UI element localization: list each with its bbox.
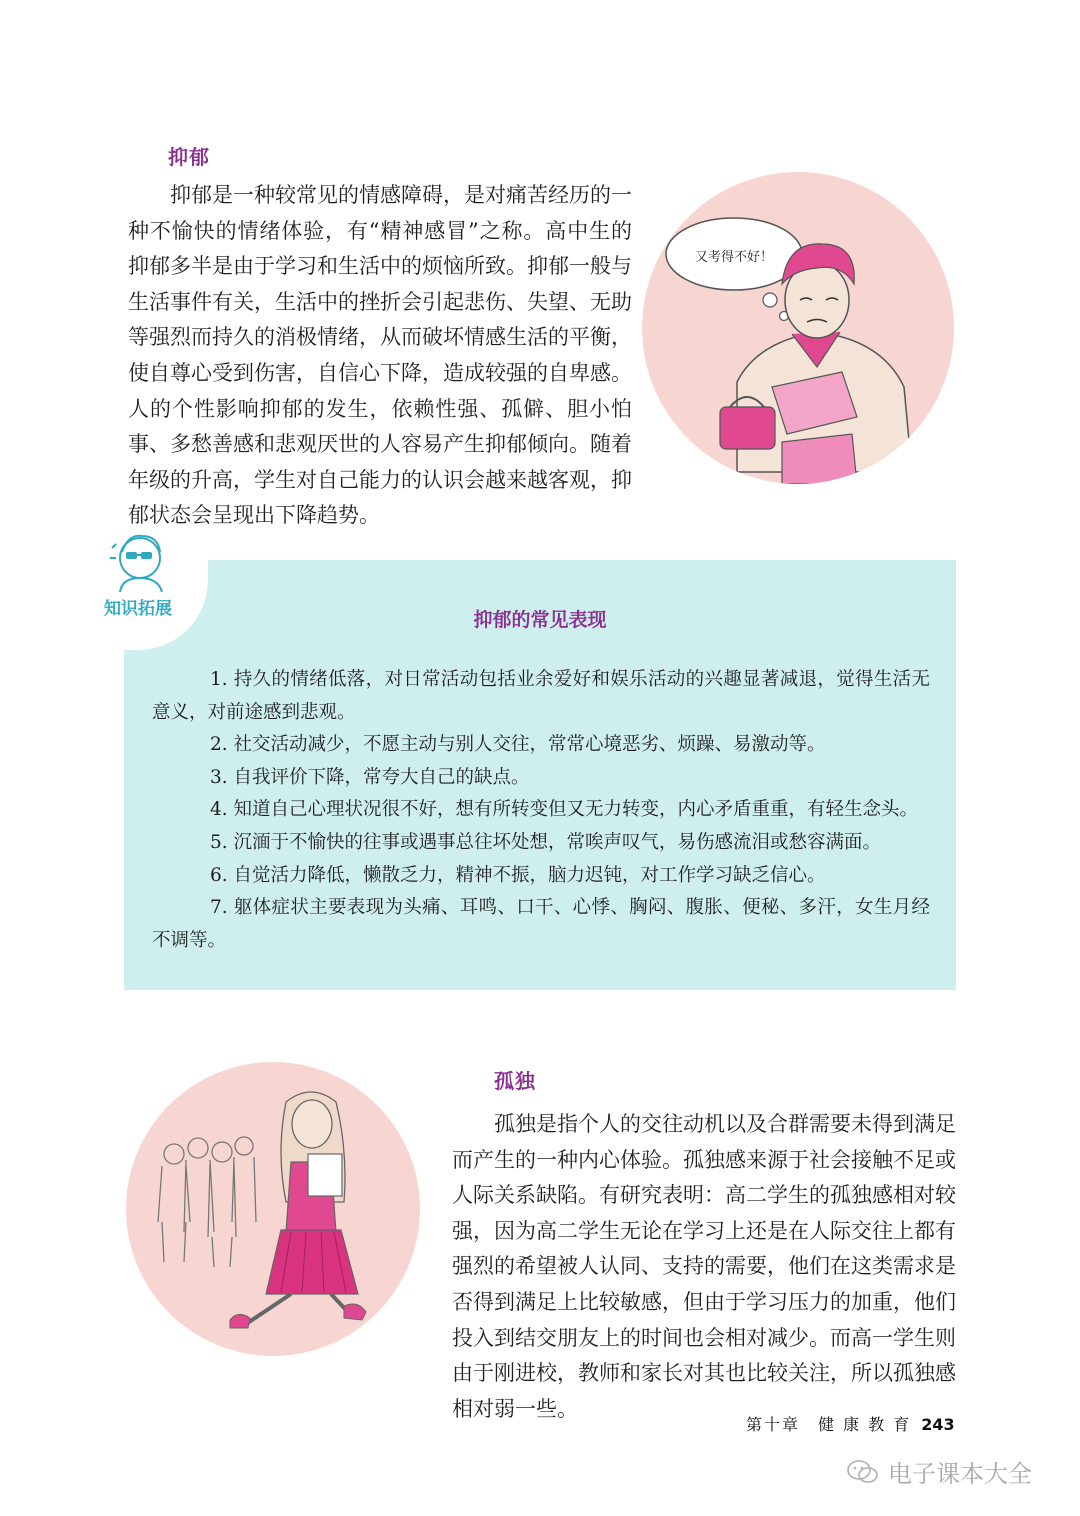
lonely-girl-drawing [126,1062,420,1356]
page-number: 243 [921,1415,955,1434]
speech-bubble-text: 又考得不好！ [694,250,773,265]
symptom-item: 6. 自觉活力降低，懒散乏力，精神不振，脑力迟钝，对工作学习缺乏信心。 [210,864,826,886]
teacher-avatar-icon [108,528,174,594]
symptom-item: 1. 持久的情绪低落，对日常活动包括业余爱好和娱乐活动的兴趣显著减退，觉得生活无意义，对前途感到悲观。 [152,669,930,723]
loneliness-paragraph: 孤独是指个人的交往动机以及合群需要未得到满足而产生的一种内心体验。孤独感来源于社会接触不足或人际关系缺陷。有研究表明：高二学生的孤独感相对较强，因为高二学生无论在学习上还是在人际交往上都有强烈的希望被人认同、支持的需要，他们在这类需求是否得到满足上比较敏感，但由于学习压力的加重，他们投入到结交朋友上的时间也会相对减少。而高一学生则由于刚进校，教师和家长对其也比较关注，所以孤独感相对弱一些。 [452,1112,956,1421]
knowledge-title: 抑郁的常见表现 [473,609,607,631]
symptom-item: 3. 自我评价下降，常夸大自己的缺点。 [210,766,530,788]
wechat-icon [846,1458,880,1486]
watermark [846,1454,1032,1489]
upset-student-drawing [642,172,954,484]
symptom-item: 7. 躯体症状主要表现为头痛、耳鸣、口干、心悸、胸闷、腹胀、便秘、多汗，女生月经不调等。 [152,897,930,951]
page-footer [746,1412,955,1435]
symptom-item: 5. 沉湎于不愉快的往事或遇事总往坏处想，常唉声叹气，易伤感流泪或愁容满面。 [210,831,882,853]
symptom-item: 4. 知道自己心理状况很不好，想有所转变但又无力转变，内心矛盾重重，有轻生念头。 [210,799,919,821]
symptom-item: 2. 社交活动减少，不愿主动与别人交往，常常心境恶劣、烦躁、易激动等。 [210,734,826,756]
depression-paragraph: 抑郁是一种较常见的情感障碍，是对痛苦经历的一种不愉快的情绪体验，有“精神感冒”之称。高中生的抑郁多半是由于学习和生活中的烦恼所致。抑郁一般与生活事件有关，生活中的挫折会引起悲伤、失望、无助等强烈而持久的消极情绪，从而破坏情感生活的平衡，使自尊心受到伤害，自信心下降，造成较强的自卑感。人的个性影响抑郁的发生，依赖性强、孤僻、胆小怕事、多愁善感和悲观厌世的人容易产生抑郁倾向。随着年级的升高，学生对自己能力的认识会越来越客观，抑郁状态会呈现出下降趋势。 [128,183,632,528]
depression-illustration [642,172,954,484]
knowledge-badge-label: 知识拓展 [104,599,172,619]
loneliness-title: 孤独 [494,1069,536,1093]
chapter-label: 第十章 健 康 教 育 [746,1415,912,1434]
depression-title: 抑郁 [168,145,210,169]
loneliness-illustration [126,1062,420,1356]
symptom-list [152,664,930,957]
knowledge-box-top-gap [208,530,956,560]
watermark-text: 电子课本大全 [888,1460,1032,1488]
